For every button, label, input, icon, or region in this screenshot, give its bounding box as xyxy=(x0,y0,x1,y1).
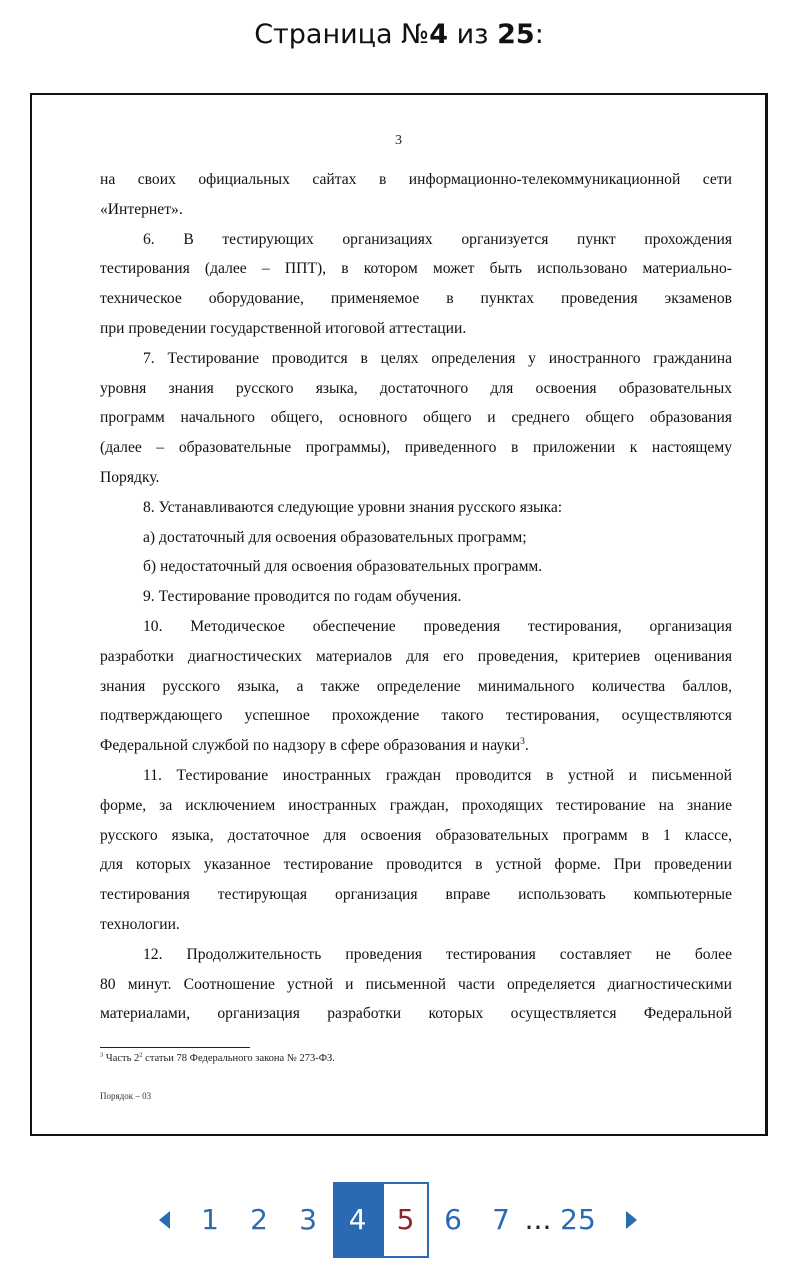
text-line: 12. Продолжительность проведения тестирования составляет не более xyxy=(143,945,732,963)
text-line: разработки диагностических материалов для его проведения, критериев оценивания xyxy=(100,647,732,665)
chevron-left-icon[interactable] xyxy=(159,1211,170,1229)
footnote-text-a: Часть 2 xyxy=(103,1053,140,1064)
text-line: уровня знания русского языка, достаточного для освоения образовательных xyxy=(100,379,732,397)
document-page-number: 3 xyxy=(395,133,402,148)
pagination-ellipsis: ... xyxy=(524,1203,552,1236)
text-line: форме, за исключением иностранных граждан, проходящих тестирование на знание xyxy=(100,796,732,814)
page-counter-current: 4 xyxy=(429,19,449,50)
text-line: материалами, организация разработки которых осуществляется Федеральной xyxy=(100,1005,732,1023)
text-line: 10. Методическое обеспечение проведения тестирования, организация xyxy=(143,617,732,635)
page-counter-prefix: Страница № xyxy=(254,19,430,50)
text-line: (далее – образовательные программы), приведенного в приложении к настоящему xyxy=(100,439,732,457)
footnote-sup: 2 xyxy=(139,1051,143,1059)
text-line: для которых указанное тестирование проводится в устной форме. При проведении xyxy=(100,856,732,874)
footnote-marker: 3 xyxy=(100,1051,104,1059)
text-line: «Интернет». xyxy=(100,200,183,218)
text-line: 80 минут. Соотношение устной и письменной части определяется диагностическими xyxy=(100,975,732,993)
text-line: русского языка, достаточное для освоения образовательных программ в 1 классе, xyxy=(100,826,732,844)
page-link-1[interactable]: 1 xyxy=(201,1203,219,1236)
footnote xyxy=(100,1053,335,1064)
text-line xyxy=(100,731,732,761)
text-line: знания русского языка, а также определение минимального количества баллов, xyxy=(100,677,732,695)
page-counter-middle: из xyxy=(448,19,498,50)
text-line-content: Федеральной службой по надзору в сфере образования и науки xyxy=(100,737,521,755)
page-counter-suffix: : xyxy=(534,19,544,50)
text-line: на своих официальных сайтах в информационно-телекоммуникационной сети xyxy=(100,171,732,188)
text-line: 11. Тестирование иностранных граждан проводится в устной и письменной xyxy=(143,766,732,784)
page-link-7[interactable]: 7 xyxy=(492,1203,510,1236)
text-line: при проведении государственной итоговой аттестации. xyxy=(100,319,467,337)
document-page-scan xyxy=(30,93,768,1136)
page-link-25[interactable]: 25 xyxy=(560,1203,596,1236)
text-line: тестирования тестирующая организация вправе использовать компьютерные xyxy=(100,886,732,904)
text-line: а) достаточный для освоения образовательных программ; xyxy=(143,528,527,546)
page-link-3[interactable]: 3 xyxy=(299,1203,317,1236)
text-line: 8. Устанавливаются следующие уровни знания русского языка: xyxy=(143,498,563,516)
pagination xyxy=(0,1182,798,1258)
text-line: б) недостаточный для освоения образовательных программ. xyxy=(143,558,543,576)
text-line: Порядку. xyxy=(100,468,160,486)
page-link-2[interactable]: 2 xyxy=(250,1203,268,1236)
text-line: 6. В тестирующих организациях организуется пункт прохождения xyxy=(143,230,732,248)
text-line: подтверждающего успешное прохождение такого тестирования, осуществляются xyxy=(100,707,732,725)
document-code: Порядок – 03 xyxy=(100,1091,152,1101)
page-counter xyxy=(0,0,798,70)
chevron-right-icon[interactable] xyxy=(626,1211,637,1229)
text-line: тестирования (далее – ППТ), в котором может быть использовано материально- xyxy=(100,260,732,278)
text-line: технологии. xyxy=(100,915,180,933)
text-line-end: . xyxy=(524,737,529,755)
footnote-divider xyxy=(100,1047,250,1048)
footnote-reference[interactable]: 3 xyxy=(520,735,525,747)
text-line: 9. Тестирование проводится по годам обучения. xyxy=(143,588,462,606)
page-link-5[interactable]: 5 xyxy=(382,1182,429,1258)
page-link-4-current[interactable]: 4 xyxy=(333,1182,382,1258)
text-line: техническое оборудование, применяемое в пунктах проведения экзаменов xyxy=(100,290,732,308)
document-body xyxy=(100,165,732,1029)
text-line: программ начального общего, основного общего и среднего общего образования xyxy=(100,409,732,427)
footnote-text-b: статьи 78 Федерального закона № 273-ФЗ. xyxy=(142,1053,335,1064)
text-line: 7. Тестирование проводится в целях определения у иностранного гражданина xyxy=(143,349,732,367)
page-counter-total: 25 xyxy=(497,19,535,50)
page-link-6[interactable]: 6 xyxy=(444,1203,462,1236)
